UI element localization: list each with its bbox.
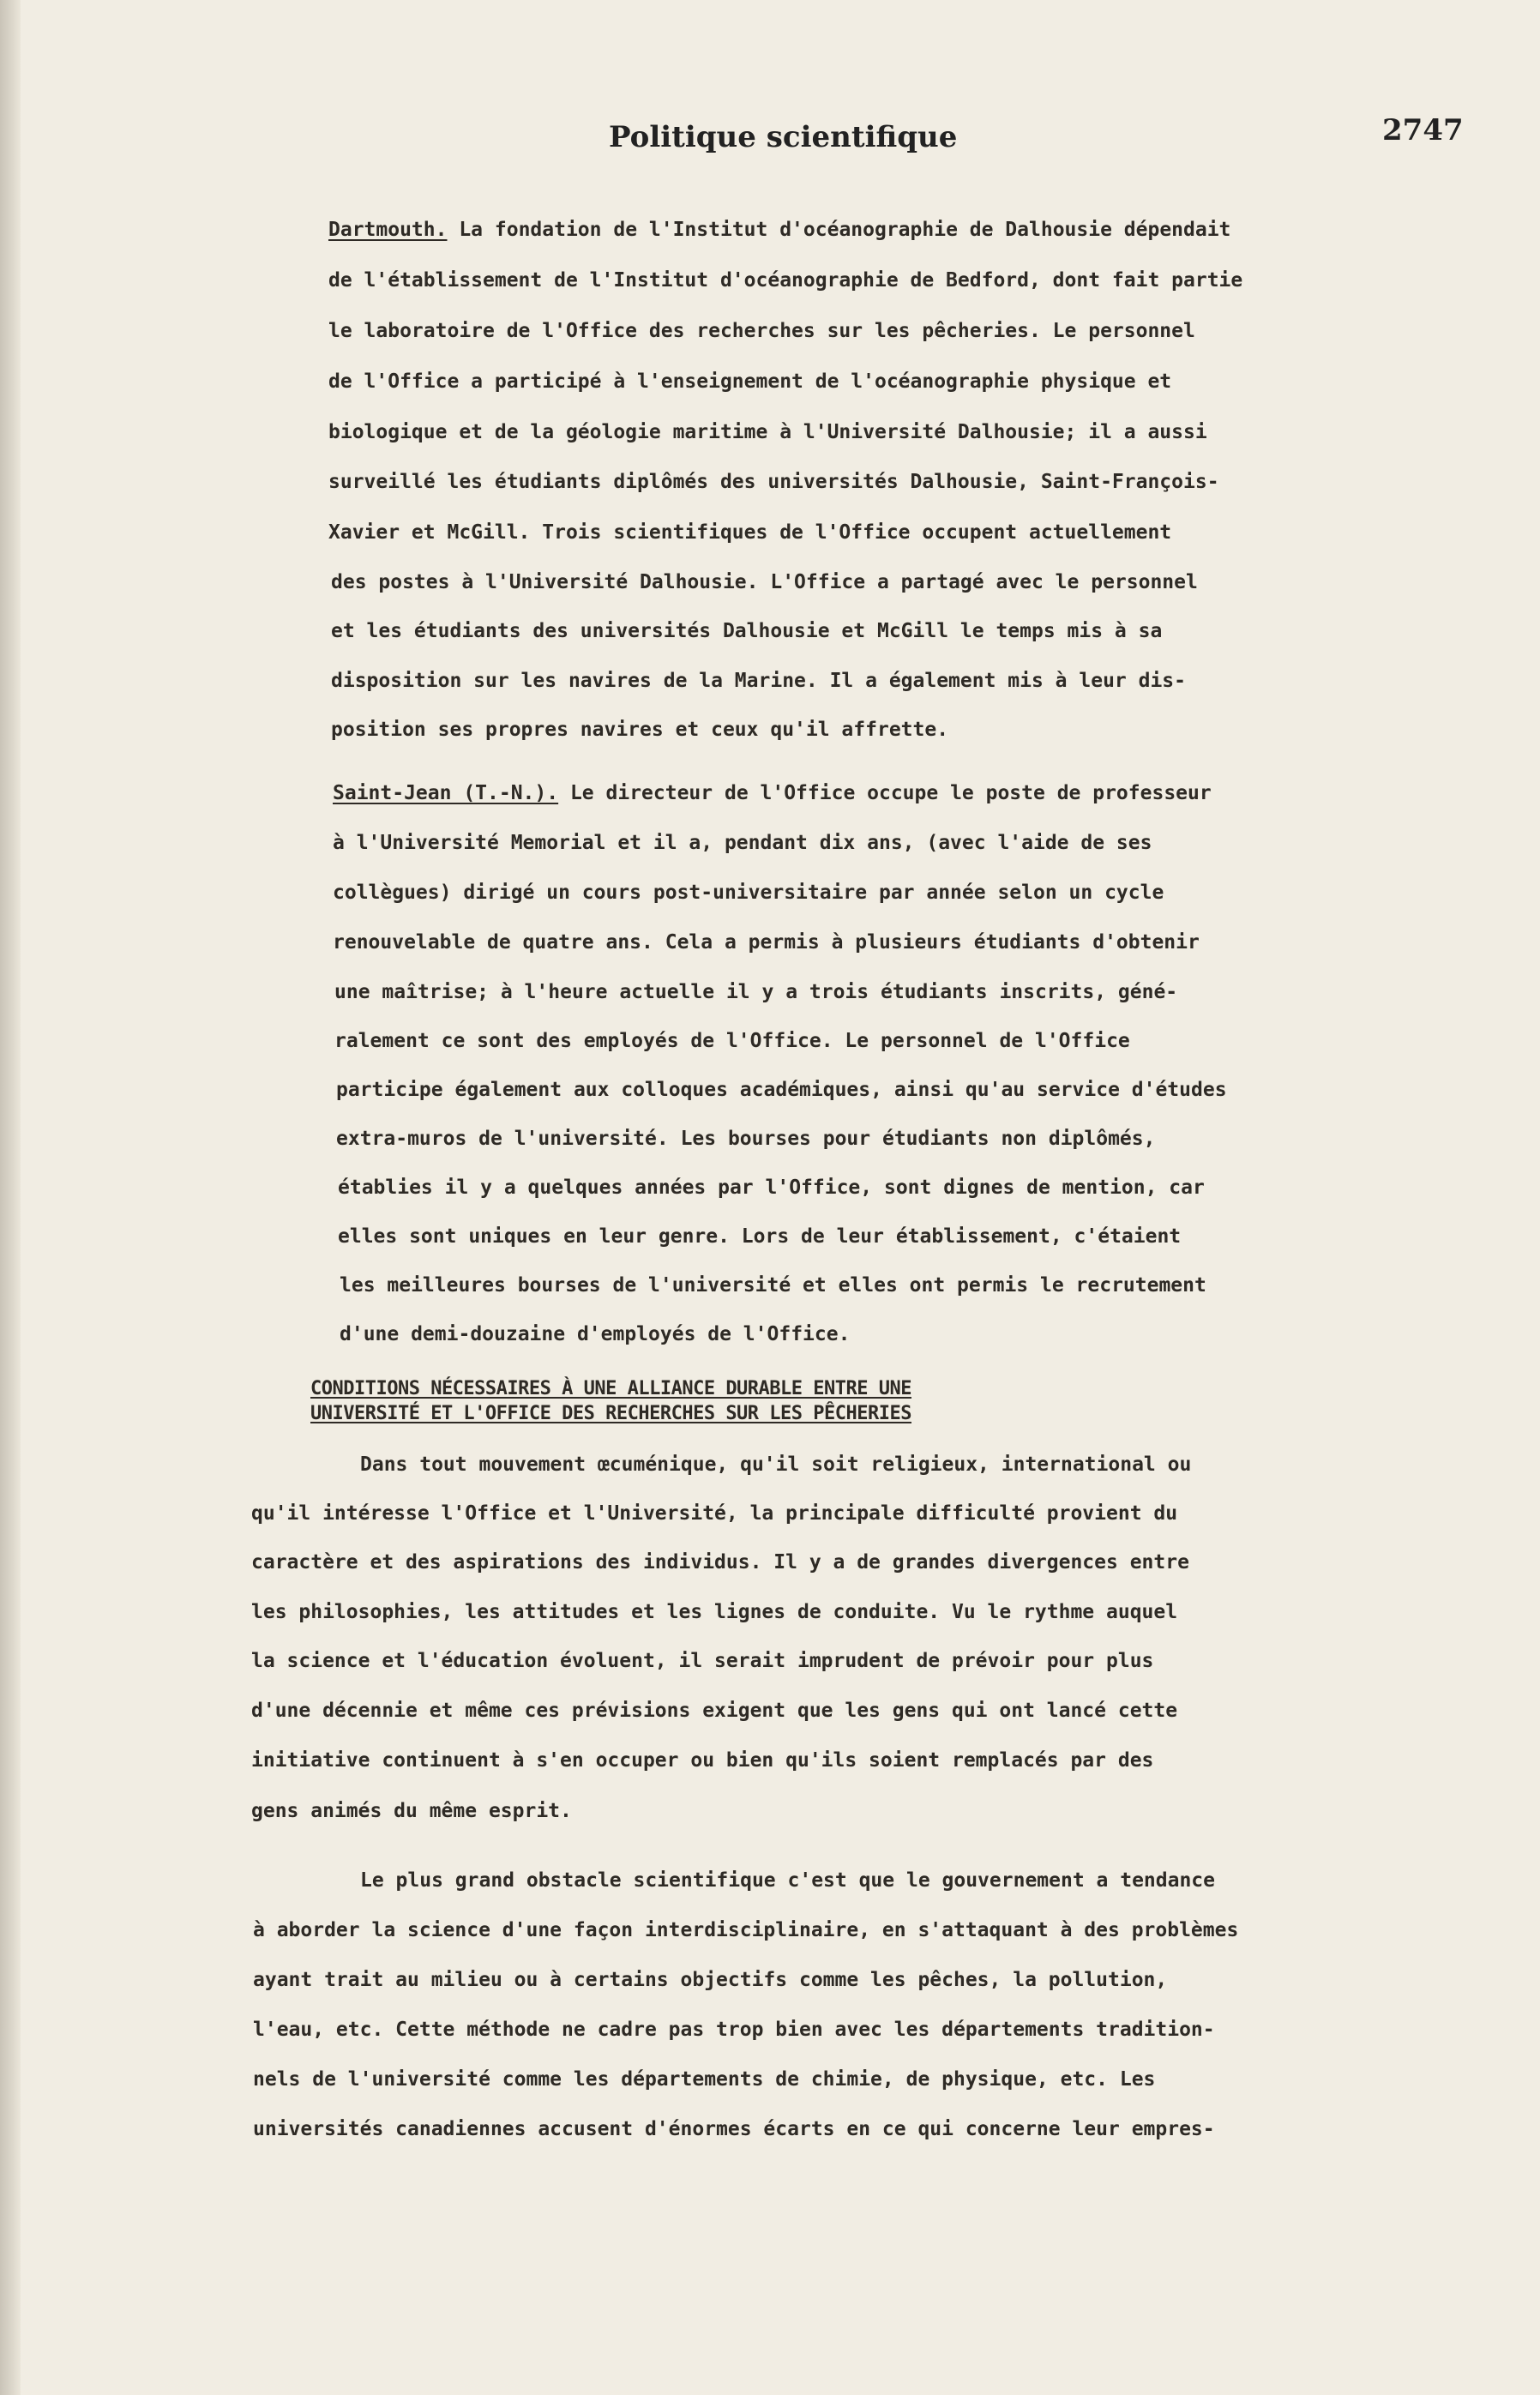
text-line: les philosophies, les attitudes et les lignes de conduite. Vu le rythme auquel	[251, 1601, 1178, 1623]
text-line: une maîtrise; à l'heure actuelle il y a trois étudiants inscrits, géné-	[334, 981, 1178, 1003]
text-line: de l'établissement de l'Institut d'océanographie de Bedford, dont fait partie	[328, 269, 1243, 292]
saint-jean-label: Saint-Jean (T.-N.).	[333, 782, 559, 804]
text-line: ayant trait au milieu ou à certains objectifs comme les pêches, la pollution,	[253, 1969, 1168, 1991]
text-line: les meilleures bourses de l'université et elles ont permis le recrutement	[340, 1274, 1206, 1297]
text-line: Dans tout mouvement œcuménique, qu'il soit religieux, international ou	[360, 1453, 1192, 1476]
text-line: gens animés du même esprit.	[251, 1800, 572, 1822]
text-line: d'une décennie et même ces prévisions exigent que les gens qui ont lancé cette	[251, 1700, 1178, 1722]
text-line: surveillé les étudiants diplômés des universités Dalhousie, Saint-François-	[328, 471, 1219, 493]
text-line: participe également aux colloques académiques, ainsi qu'au service d'études	[336, 1079, 1227, 1101]
text-line: de l'Office a participé à l'enseignement de l'océanographie physique et	[328, 370, 1172, 393]
text-line: à aborder la science d'une façon interdisciplinaire, en s'attaquant à des problèmes	[253, 1919, 1239, 1941]
dartmouth-first-line	[328, 217, 1230, 243]
text-line: disposition sur les navires de la Marine. Il a également mis à leur dis-	[331, 670, 1186, 692]
text-line: des postes à l'Université Dalhousie. L'Office a partagé avec le personnel	[331, 571, 1198, 593]
text-line: biologique et de la géologie maritime à l'Université Dalhousie; il a aussi	[328, 421, 1207, 443]
dartmouth-label: Dartmouth.	[328, 219, 448, 241]
text-line: elles sont uniques en leur genre. Lors de leur établissement, c'étaient	[338, 1225, 1182, 1248]
text-line: qu'il intéresse l'Office et l'Université, la principale difficulté provient du	[251, 1502, 1178, 1525]
running-header-title: Politique scientifique	[609, 120, 958, 154]
page-number: 2747	[1382, 113, 1464, 147]
text-line: ralement ce sont des employés de l'Office. Le personnel de l'Office	[334, 1030, 1130, 1052]
text-line: et les étudiants des universités Dalhousie et McGill le temps mis à sa	[331, 620, 1163, 642]
text-line: à l'Université Memorial et il a, pendant dix ans, (avec l'aide de ses	[333, 832, 1152, 854]
text-line: la science et l'éducation évoluent, il serait imprudent de prévoir pour plus	[251, 1650, 1154, 1672]
dartmouth-first-line-text: La fondation de l'Institut d'océanographie de Dalhousie dépendait	[447, 219, 1231, 241]
text-line: extra-muros de l'université. Les bourses pour étudiants non diplômés,	[336, 1128, 1156, 1150]
text-line: établies il y a quelques années par l'Office, sont dignes de mention, car	[338, 1176, 1205, 1199]
saint-jean-first-line	[333, 780, 1212, 806]
text-line: universités canadiennes accusent d'énormes écarts en ce qui concerne leur empres-	[253, 2118, 1215, 2140]
text-line: renouvelable de quatre ans. Cela a permis à plusieurs étudiants d'obtenir	[333, 931, 1200, 954]
text-line: caractère et des aspirations des individus. Il y a de grandes divergences entre	[251, 1551, 1189, 1574]
text-line: initiative continuent à s'en occuper ou bien qu'ils soient remplacés par des	[251, 1749, 1154, 1772]
text-line: position ses propres navires et ceux qu'il affrette.	[331, 719, 949, 741]
text-line: Le plus grand obstacle scientifique c'est que le gouvernement a tendance	[360, 1869, 1215, 1892]
text-line: nels de l'université comme les départements de chimie, de physique, etc. Les	[253, 2068, 1156, 2091]
saint-jean-first-line-text: Le directeur de l'Office occupe le poste de professeur	[558, 782, 1212, 804]
text-line: d'une demi-douzaine d'employés de l'Office.	[340, 1323, 851, 1345]
text-line: l'eau, etc. Cette méthode ne cadre pas trop bien avec les départements tradition-	[253, 2019, 1215, 2041]
text-line: collègues) dirigé un cours post-universitaire par année selon un cycle	[333, 882, 1164, 904]
section-heading-line-1: CONDITIONS NÉCESSAIRES À UNE ALLIANCE DURABLE ENTRE UNE	[310, 1378, 911, 1399]
text-line: le laboratoire de l'Office des recherches sur les pêcheries. Le personnel	[328, 320, 1195, 342]
text-line: Xavier et McGill. Trois scientifiques de l'Office occupent actuellement	[328, 521, 1172, 544]
section-heading-line-2: UNIVERSITÉ ET L'OFFICE DES RECHERCHES SUR LES PÊCHERIES	[310, 1403, 911, 1424]
